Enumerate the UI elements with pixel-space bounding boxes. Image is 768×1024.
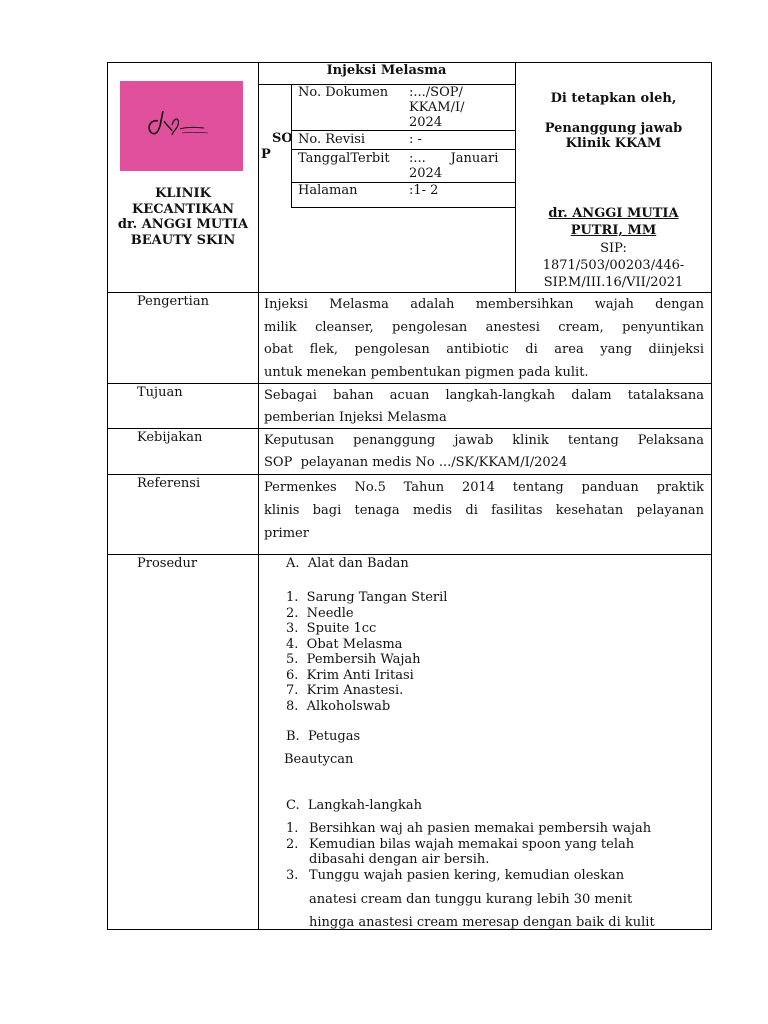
label-pengertian: Pengertian — [137, 294, 209, 309]
responsible-name: dr. ANGGI MUTIA PUTRI, MM — [548, 206, 679, 238]
sop-label: SO P — [261, 131, 293, 162]
label-prosedur: Prosedur — [137, 556, 198, 571]
staff-name: Beautycan — [284, 752, 354, 767]
logo-mark-icon — [120, 81, 243, 171]
field-no-dokumen-label: No. Dokumen — [298, 85, 389, 100]
tujuan-content: Sebagai bahan acuan langkah-langkah dalam tatalaksana pemberian Injeksi Melasma — [264, 388, 704, 425]
pengertian-content: Injeksi Melasma adalah membersihkan wajah dengan milik cleanser, pengolesan anestesi cream, penyuntikan obat flek, pengolesan antibiotic di area yang diinjeksi untuk menekan pembentukan pigmen pada kulit. — [264, 297, 704, 380]
list-item: 3. Spuite 1cc — [286, 621, 377, 636]
document-title: Injeksi Melasma — [326, 63, 447, 78]
list-item: 5. Pembersih Wajah — [286, 652, 421, 667]
referensi-content: Permenkes No.5 Tahun 2014 tentang panduan praktik klinis bagi tenaga medis di fasilitas kesehatan pelayanan primer — [264, 480, 704, 541]
list-item: 2. Kemudian bilas wajah memakai spoon yang telah dibasahi dengan air bersih. — [286, 836, 635, 867]
responsible-title: Penanggung jawab Klinik KKAM — [544, 121, 683, 151]
list-item: 1. Bersihkan waj ah pasien memakai pembersih wajah — [286, 821, 652, 836]
tools-list — [286, 590, 447, 714]
label-kebijakan: Kebijakan — [137, 430, 203, 445]
field-tanggal-terbit-value: :... Januari 2024 — [409, 151, 499, 181]
heading-langkah-langkah: C. Langkah-langkah — [286, 798, 422, 813]
clinic-logo — [120, 81, 243, 171]
list-item: 7. Krim Anastesi. — [286, 683, 404, 698]
field-tanggal-terbit-label: TanggalTerbit — [298, 151, 390, 166]
field-halaman-label: Halaman — [298, 183, 358, 198]
list-item: 8. Alkoholswab — [286, 698, 391, 714]
list-item: 2. Needle — [286, 605, 354, 621]
step3-continuation: anatesi cream dan tunggu kurang lebih 30 menit hingga anastesi cream meresap dengan baik di kulit — [309, 892, 655, 930]
clinic-name: KLINIK KECANTIKAN dr. ANGGI MUTIA BEAUTY SKIN — [117, 186, 249, 248]
field-halaman-value: :1- 2 — [409, 183, 439, 198]
kebijakan-content: Keputusan penanggung jawab klinik tentang Pelaksana SOP pelayanan medis No .../SK/KKAM/I/2024 — [264, 433, 704, 470]
list-item: 6. Krim Anti Iritasi — [286, 667, 414, 683]
steps-list — [286, 821, 651, 883]
label-tujuan: Tujuan — [137, 385, 183, 400]
list-item: 3. Tunggu wajah pasien kering, kemudian oleskan — [286, 867, 625, 883]
label-referensi: Referensi — [137, 476, 201, 491]
list-item: 4. Obat Melasma — [286, 636, 403, 652]
list-item: 1. Sarung Tangan Steril — [286, 590, 448, 605]
sip-number: SIP: 1871/503/00203/446- SIP.M/III.16/VII/2021 — [542, 241, 685, 290]
field-no-revisi-label: No. Revisi — [298, 132, 366, 147]
established-by: Di tetapkan oleh, — [550, 91, 677, 106]
field-no-dokumen-value: :.../SOP/ KKAM/I/ 2024 — [409, 85, 465, 130]
field-no-revisi-value: : - — [409, 132, 422, 147]
heading-petugas: B. Petugas — [286, 729, 361, 744]
heading-alat-dan-badan: A. Alat dan Badan — [286, 556, 409, 571]
